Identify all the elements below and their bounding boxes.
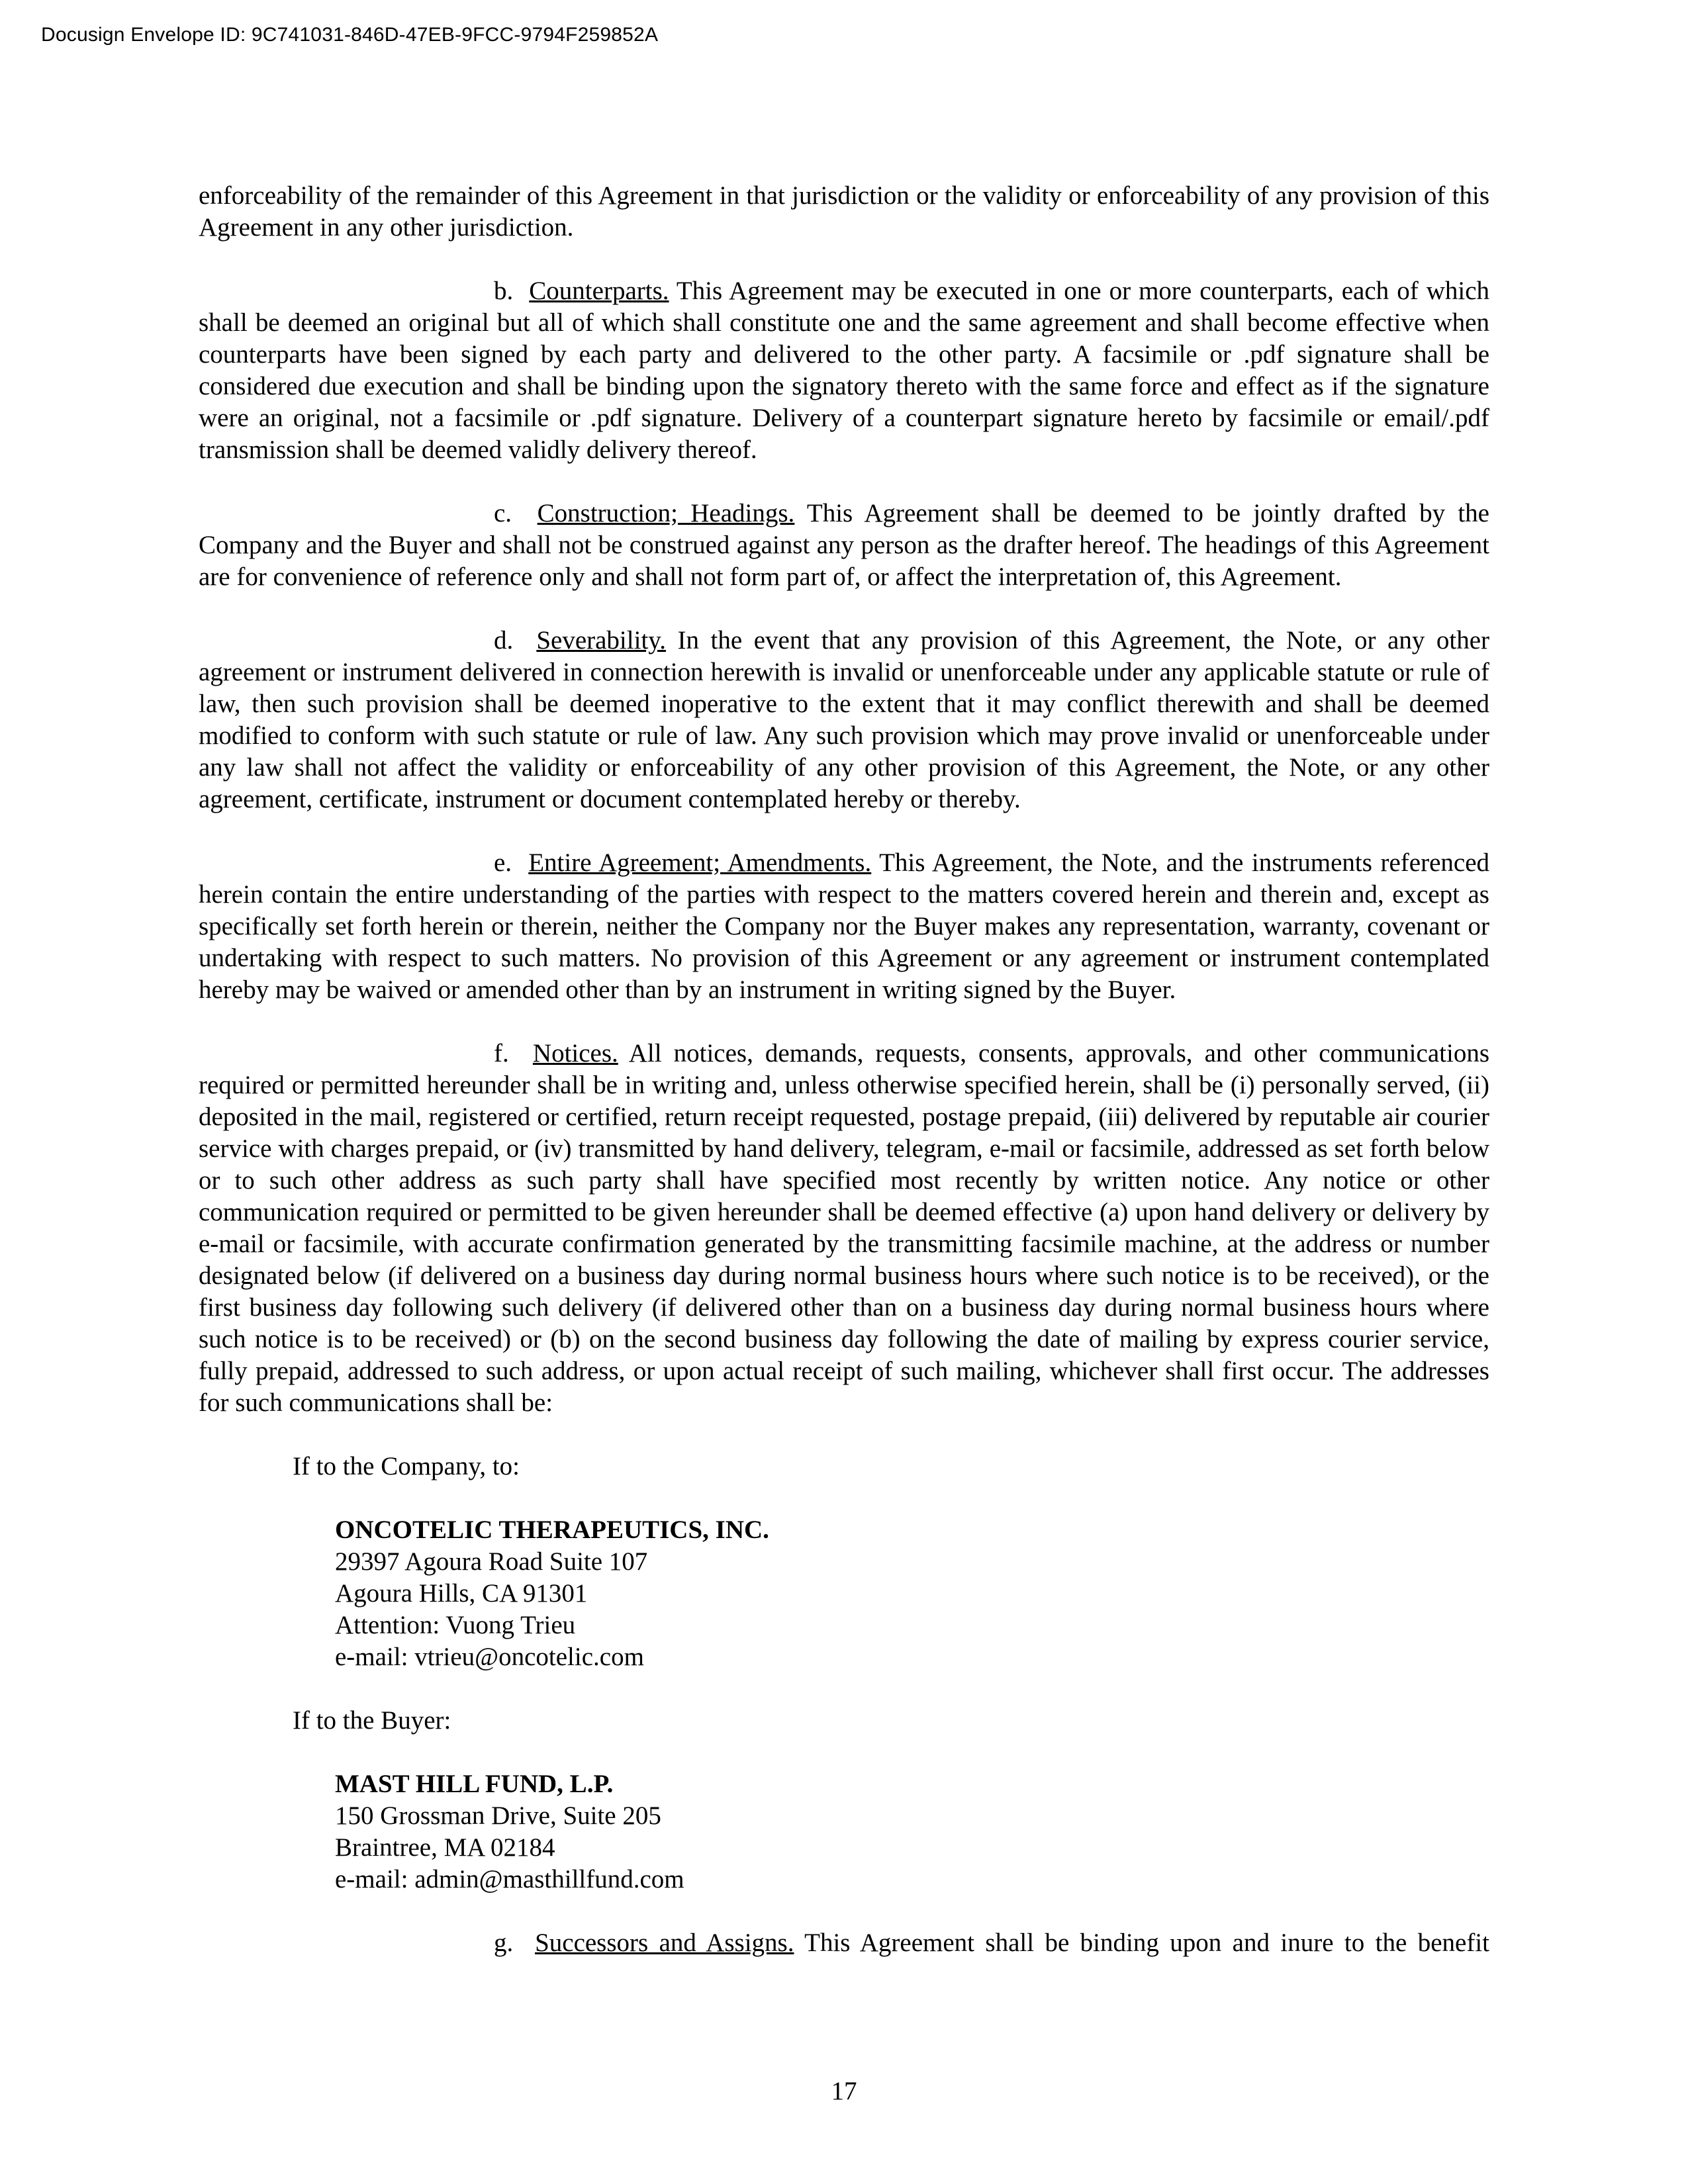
address-company-name: ONCOTELIC THERAPEUTICS, INC.: [335, 1516, 769, 1544]
address-block: [335, 1514, 1489, 1673]
address-line: 29397 Agoura Road Suite 107: [335, 1547, 648, 1576]
address-line: Agoura Hills, CA 91301: [335, 1579, 588, 1608]
section-letter: f.: [494, 1039, 533, 1068]
section-paragraph-c: c. Construction; Headings. This Agreement shall be deemed to be jointly drafted by the Company and the Buyer and shall not be construed against any person as the drafter hereof. The headings of this Agreement are for convenience of reference only and shall not form part of, or affect the interpretation of, this Agreement.: [199, 499, 1489, 591]
section-heading: Counterparts.: [529, 277, 669, 305]
section-paragraph-f: f. Notices. All notices, demands, requests, consents, approvals, and other communications required or permitted hereunder shall be in writing and, unless otherwise specified herein, shall be (i) personally served, (ii) deposited in the mail, registered or certified, return receipt requested, postage prepaid, (iii) delivered by reputable air courier service with charges prepaid, or (iv) transmitted by hand delivery, telegram, e-mail or facsimile, addressed as set forth below or to such other address as such party shall have specified most recently by written notice. Any notice or other communication required or permitted to be given hereunder shall be deemed effective (a) upon hand delivery or delivery by e-mail or facsimile, with accurate confirmation generated by the transmitting facsimile machine, at the address or number designated below (if delivered on a business day during normal business hours where such notice is to be received), or the first business day following such delivery (if delivered other than on a business day during normal business hours where such notice is to be received) or (b) on the second business day following the date of mailing by express courier service, fully prepaid, addressed to such address, or upon actual receipt of such mailing, whichever shall first occur. The addresses for such communications shall be:: [199, 1039, 1489, 1417]
document-body: [199, 180, 1489, 1959]
address-line: 150 Grossman Drive, Suite 205: [335, 1801, 661, 1830]
section-letter: d.: [494, 626, 537, 655]
address-lead-in: If to the Buyer:: [293, 1706, 451, 1735]
section-letter: g.: [494, 1929, 536, 1957]
address-line: Braintree, MA 02184: [335, 1833, 555, 1862]
section-letter: e.: [494, 848, 529, 877]
section-heading: Successors and Assigns.: [535, 1929, 794, 1957]
section-paragraph-d: d. Severability. In the event that any provision of this Agreement, the Note, or any other agreement or instrument delivered in connection herewith is invalid or unenforceable under any applicable statute or rule of law, then such provision shall be deemed inoperative to the extent that it may conflict therewith and shall be deemed modified to conform with such statute or rule of law. Any such provision which may prove invalid or unenforceable under any law shall not affect the validity or enforceability of any other provision of this Agreement, the Note, or any other agreement, certificate, instrument or document contemplated hereby or thereby.: [199, 626, 1490, 813]
address-lead-in: If to the Company, to:: [293, 1452, 520, 1480]
section-letter: b.: [494, 277, 530, 305]
address-line: e-mail: vtrieu@oncotelic.com: [335, 1643, 644, 1671]
section-heading: Severability.: [536, 626, 666, 655]
address-company-name: MAST HILL FUND, L.P.: [335, 1770, 614, 1798]
section-letter: c.: [494, 499, 538, 527]
section-paragraph-g: g. Successors and Assigns. This Agreement shall be binding upon and inure to the benefit: [494, 1929, 1489, 1957]
section-heading: Construction; Headings.: [537, 499, 795, 527]
section-heading: Notices.: [532, 1039, 618, 1068]
docusign-envelope-id: Docusign Envelope ID: 9C741031-846D-47EB-9FCC-9794F259852A: [41, 24, 659, 46]
address-line: Attention: Vuong Trieu: [335, 1611, 576, 1639]
page-number: 17: [831, 2077, 857, 2105]
section-paragraph-b: b. Counterparts. This Agreement may be executed in one or more counterparts, each of which shall be deemed an original but all of which shall constitute one and the same agreement and shall become effective when counterparts have been signed by each party and delivered to the other party. A facsimile or .pdf signature shall be considered due execution and shall be binding upon the signatory thereto with the same force and effect as if the signature were an original, not a facsimile or .pdf signature. Delivery of a counterpart signature hereto by facsimile or email/.pdf transmission shall be deemed validly delivery thereof.: [199, 277, 1490, 464]
section-paragraph-e: e. Entire Agreement; Amendments. This Agreement, the Note, and the instruments referenced herein contain the entire understanding of the parties with respect to the matters covered herein and therein and, except as specifically set forth herein or therein, neither the Company nor the Buyer makes any representation, warranty, covenant or undertaking with respect to such matters. No provision of this Agreement or any agreement or instrument contemplated hereby may be waived or amended other than by an instrument in writing signed by the Buyer.: [199, 848, 1490, 1004]
paragraph-continuation: enforceability of the remainder of this Agreement in that jurisdiction or the validity or enforceability of any provision of this Agreement in any other jurisdiction.: [199, 181, 1489, 242]
section-heading: Entire Agreement; Amendments.: [528, 848, 872, 877]
address-line: e-mail: admin@masthillfund.com: [335, 1865, 684, 1893]
address-block: [335, 1768, 1489, 1895]
